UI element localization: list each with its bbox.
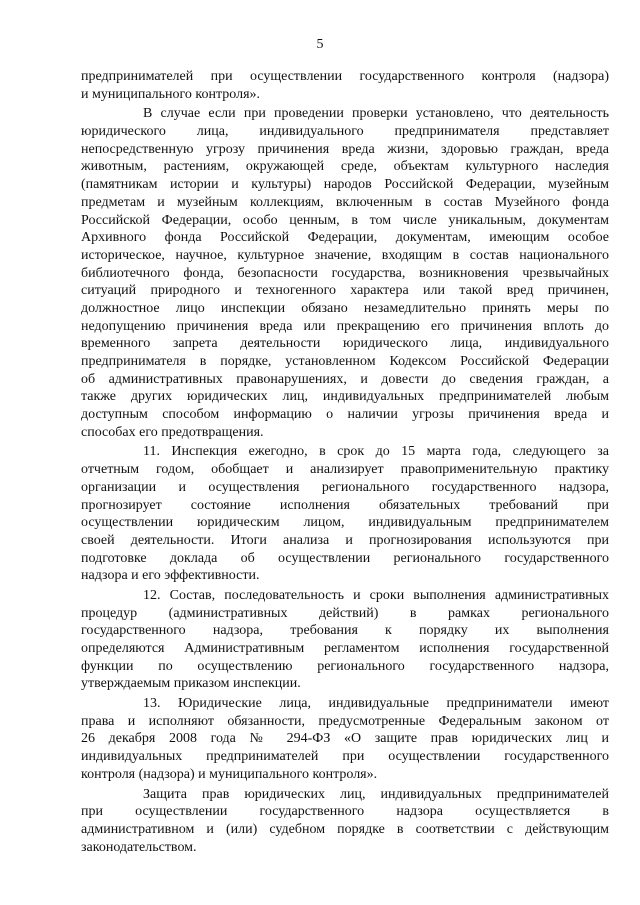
text-line: подготовке доклада об осуществлении регионального государственного <box>81 550 609 566</box>
text-line: осуществлении юридическим лицом, индивидуальным предпринимателем <box>81 515 609 531</box>
text-line: своей деятельности. Итоги анализа и прогнозирования используются при <box>81 532 609 548</box>
text-line: надзора и его эффективности. <box>81 568 260 584</box>
text-line: процедур (административных действий) в рамках регионального <box>81 605 609 621</box>
text-line: также других юридических лиц, индивидуальных предпринимателей любым <box>81 389 609 405</box>
page-number: 5 <box>316 37 324 52</box>
paragraph <box>81 105 609 441</box>
text-line: функции по осуществлению регионального государственного надзора, <box>81 658 609 674</box>
text-line: ситуаций природного и техногенного характера или такой вред причинен, <box>81 283 609 299</box>
text-line: индивидуальных предпринимателей при осуществлении государственного <box>81 749 609 765</box>
paragraph <box>81 587 609 693</box>
text-line: должностное лицо инспекции обязано незамедлительно принять меры по <box>81 300 609 316</box>
text-line: недопущению причинения вреда или прекращению его причинения вплоть до <box>81 318 609 334</box>
text-line: В случае если при проведении проверки установлено, что деятельность <box>143 106 609 122</box>
text-line: Российской Федерации, особо ценным, в том числе уникальным, документам <box>81 212 609 228</box>
text-line: доступным способом информацию о наличии угрозы причинения вреда и <box>81 407 609 423</box>
text-line: временного запрета деятельности юридического лица, индивидуального <box>81 336 609 352</box>
text-line: предпринимателя в порядке, установленном Кодексом Российской Федерации <box>81 354 609 369</box>
text-line: библиотечного фонда, безопасности государства, возникновения чрезвычайных <box>81 265 609 281</box>
text-line: административном и (или) судебном порядке в соответствии с действующим <box>81 821 609 837</box>
text-line: прогнозирует состояние исполнения обязательных требований при <box>81 497 609 513</box>
text-line: историческое, научное, культурное значение, входящим в состав национального <box>81 247 609 263</box>
text-line: 26 декабря 2008 года № 294-ФЗ «О защите прав юридических лиц и <box>81 731 609 747</box>
text-line: законодательством. <box>81 839 197 855</box>
text-line: предпринимателей при осуществлении государственного контроля (надзора) <box>81 69 609 84</box>
text-line: Защита прав юридических лиц, индивидуальных предпринимателей <box>143 786 609 802</box>
text-line: 12. Состав, последовательность и сроки выполнения административных <box>143 587 609 603</box>
text-line: животным, растениям, окружающей среде, объектам культурного наследия <box>81 159 609 175</box>
text-line: способах его предотвращения. <box>81 424 264 440</box>
text-line: утверждаемым приказом инспекции. <box>81 676 301 692</box>
text-line: непосредственную угрозу причинения вреда жизни, здоровью граждан, вреда <box>81 141 609 157</box>
text-line: 13. Юридические лица, индивидуальные предприниматели имеют <box>143 696 609 712</box>
text-line: права и исполняют обязанности, предусмотренные Федеральным законом от <box>81 713 609 729</box>
text-line: 11. Инспекция ежегодно, в срок до 15 марта года, следующего за <box>143 444 609 460</box>
text-line: Архивного фонда Российской Федерации, документам, имеющим особое <box>81 230 609 246</box>
text-line: и муниципального контроля». <box>81 86 261 102</box>
text-line: предметам и музейным коллекциям, включенным в состав Музейного фонда <box>81 194 609 210</box>
text-line: организации и осуществления регионального государственного надзора, <box>81 479 609 495</box>
document-body <box>81 68 609 856</box>
text-line: контроля (надзора) и муниципального контроля». <box>81 766 378 782</box>
text-line: об административных правонарушениях, и довести до сведения граждан, а <box>81 371 609 387</box>
text-line: (памятникам истории и культуры) народов Российской Федерации, музейным <box>81 177 609 193</box>
text-line: государственного надзора, требования к порядку их выполнения <box>81 623 609 639</box>
paragraph <box>81 68 609 103</box>
text-line: юридического лица, индивидуального предпринимателя представляет <box>81 124 609 140</box>
text-line: при осуществлении государственного надзора осуществляется в <box>81 804 609 820</box>
paragraph <box>81 786 609 857</box>
text-line: определяются Административным регламентом исполнения государственной <box>81 641 609 656</box>
paragraph <box>81 443 609 585</box>
text-line: отчетным годом, обобщает и анализирует правоприменительную практику <box>81 462 609 478</box>
paragraph <box>81 695 609 783</box>
